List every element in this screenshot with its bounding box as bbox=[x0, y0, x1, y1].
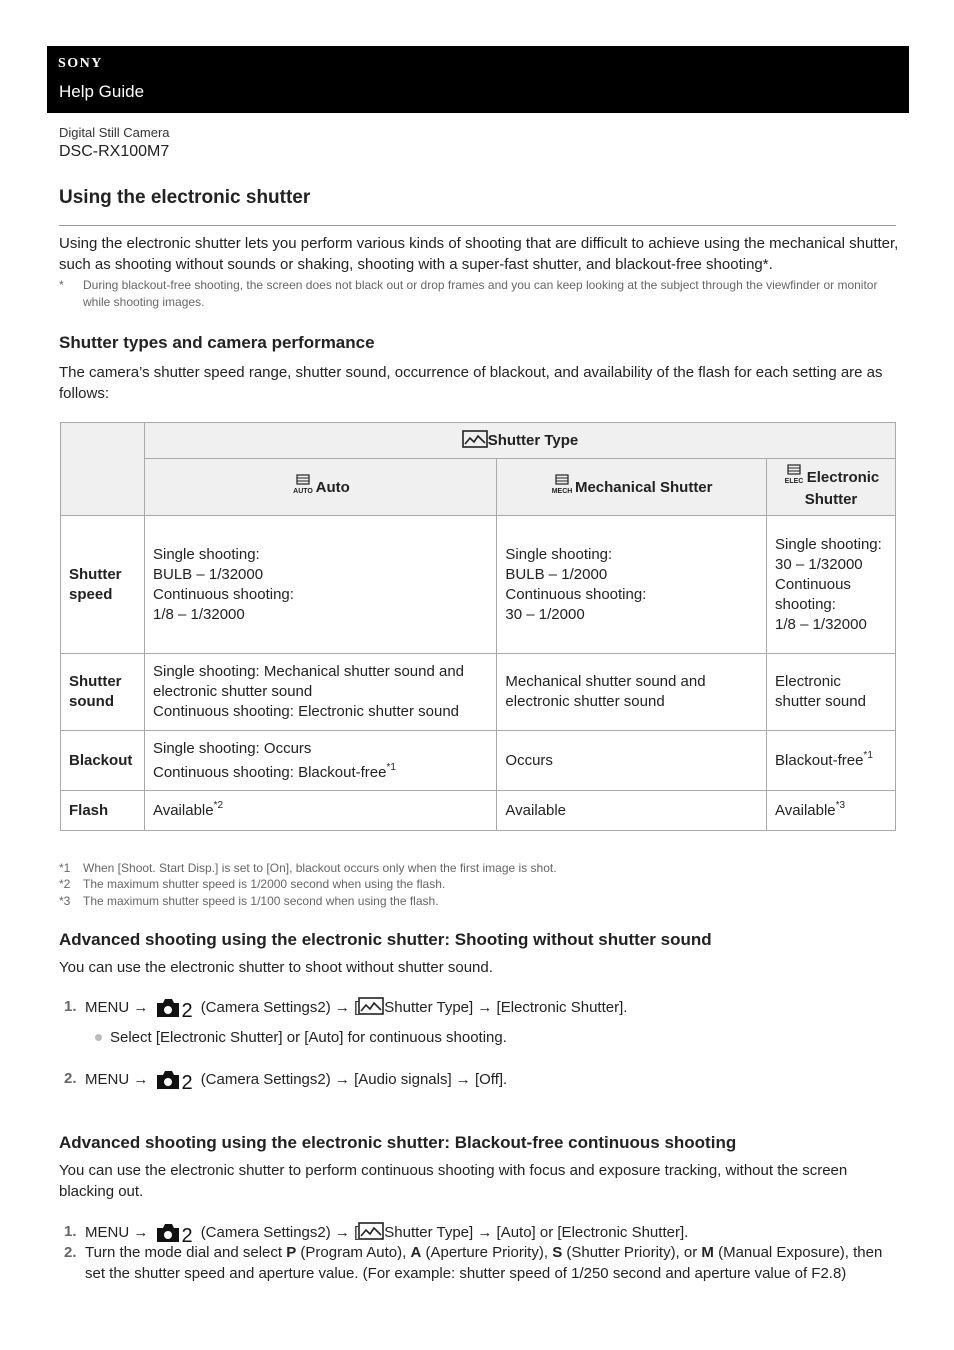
svg-text:2: 2 bbox=[180, 1225, 193, 1243]
step-text: Shutter Type] → [Electronic Shutter]. bbox=[384, 999, 628, 1016]
step-2-blackout-free bbox=[59, 1242, 899, 1284]
cell-line: BULB – 1/32000 bbox=[152, 565, 264, 583]
footnote-mark: *2 bbox=[59, 877, 71, 891]
footnote-text: During blackout-free shooting, the screen does not black out or drop frames and you can keep looking at the subject through the viewfinder or monitor while shooting images. bbox=[83, 278, 878, 309]
table-row-flash bbox=[61, 791, 896, 831]
cell-flash-electronic bbox=[767, 791, 896, 831]
cell-line: Single shooting: Mechanical shutter sound and electronic shutter sound bbox=[152, 663, 465, 700]
mode-letter: A bbox=[410, 1244, 422, 1261]
cell-text: Blackout-free bbox=[775, 751, 864, 769]
cell-sound-electronic: Electronic shutter sound bbox=[767, 654, 896, 731]
camera-settings2-icon bbox=[156, 1068, 194, 1096]
table-footnote bbox=[59, 860, 899, 877]
shutter-type-icon bbox=[358, 1222, 384, 1240]
step-text: MENU → bbox=[85, 1071, 149, 1088]
mode-letter: P bbox=[286, 1244, 297, 1261]
note-text: Select [Electronic Shutter] or [Auto] for continuous shooting. bbox=[110, 1029, 507, 1046]
cell-line: 1/8 – 1/32000 bbox=[775, 615, 867, 633]
shutter-type-header-label: Shutter Type bbox=[487, 432, 579, 449]
column-header-auto bbox=[144, 459, 496, 516]
cell-text: Continuous shooting: Blackout-free bbox=[152, 763, 387, 781]
row-label-flash: Flash bbox=[61, 791, 145, 831]
electronic-shutter-icon bbox=[783, 464, 805, 490]
table-footnote bbox=[59, 893, 899, 910]
cell-speed-electronic bbox=[767, 516, 896, 654]
section-heading-blackout-free: Advanced shooting using the electronic shutter: Blackout-free continuous shooting bbox=[59, 1133, 737, 1152]
footnote-ref: *2 bbox=[213, 799, 224, 811]
cell-line bbox=[153, 763, 488, 783]
auto-shutter-icon bbox=[292, 474, 314, 500]
page-header bbox=[47, 46, 909, 113]
mode-letter: M bbox=[701, 1244, 714, 1261]
step-text: (Program Auto), bbox=[296, 1244, 411, 1261]
cell-line: Continuous shooting: bbox=[152, 585, 294, 603]
step-text: Turn the mode dial and select bbox=[85, 1244, 287, 1261]
cell-line: 1/8 – 1/32000 bbox=[152, 605, 245, 623]
table-row-shutter-sound bbox=[61, 654, 896, 731]
column-header-auto-label: Auto bbox=[315, 479, 350, 496]
table-corner-cell bbox=[61, 423, 145, 516]
cell-line: Single shooting: bbox=[505, 545, 613, 563]
shutter-spec-table bbox=[60, 422, 896, 831]
svg-text:AUTO: AUTO bbox=[292, 488, 313, 494]
cell-line: BULB – 1/2000 bbox=[505, 565, 608, 583]
step-text: MENU → bbox=[85, 999, 149, 1016]
product-category: Digital Still Camera bbox=[59, 125, 170, 140]
column-header-mechanical-label: Mechanical Shutter bbox=[574, 479, 713, 496]
cell-blackout-mechanical: Occurs bbox=[497, 731, 767, 791]
cell-speed-auto bbox=[144, 516, 496, 654]
row-label-shutter-sound: Shutter sound bbox=[61, 654, 145, 731]
table-footnote bbox=[59, 876, 899, 893]
step-text: (Manual Exposure), then set the shutter speed and aperture value. (For example: shutter speed of 1/250 second and aperture value of F2.8) bbox=[85, 1244, 883, 1282]
svg-text:2: 2 bbox=[180, 1072, 193, 1090]
intro-footnote bbox=[59, 277, 899, 311]
page-title: Using the electronic shutter bbox=[59, 187, 311, 208]
step-text: (Aperture Priority), bbox=[421, 1244, 553, 1261]
mode-letter: S bbox=[552, 1244, 563, 1261]
shutter-type-icon bbox=[462, 430, 488, 448]
step-text: (Shutter Priority), or bbox=[562, 1244, 702, 1261]
footnote-mark: *3 bbox=[59, 894, 71, 908]
cell-line: Continuous shooting: bbox=[505, 585, 647, 603]
step-note bbox=[95, 1027, 507, 1048]
step-text: (Camera Settings2) → [Audio signals] → [Off]. bbox=[200, 1071, 508, 1088]
cell-text: Available bbox=[152, 801, 214, 819]
footnote-text: The maximum shutter speed is 1/100 second when using the flash. bbox=[83, 894, 439, 908]
step-1-silent bbox=[59, 996, 899, 1024]
table-row-blackout bbox=[61, 731, 896, 791]
help-guide-title: Help Guide bbox=[59, 82, 145, 101]
step-number: 2. bbox=[64, 1244, 77, 1261]
cell-sound-mechanical: Mechanical shutter sound and electronic shutter sound bbox=[497, 654, 767, 731]
intro-paragraph: Using the electronic shutter lets you perform various kinds of shooting that are difficult to achieve using the mechanical shutter, such as shooting without sounds or shaking, shooting with a super-fast shutter, and blackout-free shooting*. bbox=[59, 235, 899, 273]
svg-text:2: 2 bbox=[180, 1000, 193, 1018]
svg-text:MECH: MECH bbox=[551, 488, 573, 494]
section-heading-shutter-types: Shutter types and camera performance bbox=[59, 333, 375, 352]
cell-text: Available bbox=[775, 801, 836, 819]
cell-sound-auto bbox=[144, 654, 496, 731]
cell-blackout-auto bbox=[144, 731, 496, 791]
step-2-silent bbox=[59, 1068, 899, 1096]
row-label-blackout: Blackout bbox=[61, 731, 145, 791]
column-header-electronic-label: Electronic Shutter bbox=[804, 469, 880, 508]
footnote-ref: *1 bbox=[386, 761, 396, 773]
footnote-text: When [Shoot. Start Disp.] is set to [On], blackout occurs only when the first image is shot. bbox=[83, 861, 557, 875]
step-number: 1. bbox=[64, 1223, 77, 1240]
mechanical-shutter-icon bbox=[551, 474, 573, 500]
cell-line: 30 – 1/32000 bbox=[775, 555, 863, 573]
step-text: (Camera Settings2) → [ bbox=[200, 1224, 359, 1241]
step-number: 1. bbox=[64, 998, 77, 1015]
table-row-shutter-speed bbox=[61, 516, 896, 654]
step-text: Shutter Type] → [Auto] or [Electronic Shutter]. bbox=[384, 1224, 689, 1241]
footnote-text: The maximum shutter speed is 1/2000 second when using the flash. bbox=[83, 877, 446, 891]
cell-flash-mechanical: Available bbox=[497, 791, 767, 831]
svg-text:ELEC: ELEC bbox=[784, 478, 804, 484]
footnote-mark: *1 bbox=[59, 861, 71, 875]
cell-flash-auto bbox=[144, 791, 496, 831]
cell-line: Single shooting: bbox=[775, 535, 882, 553]
step-text: (Camera Settings2) → [ bbox=[200, 999, 359, 1016]
title-divider bbox=[59, 225, 896, 226]
column-header-electronic bbox=[767, 459, 896, 516]
cell-blackout-electronic bbox=[767, 731, 896, 791]
row-label-shutter-speed: Shutter speed bbox=[61, 516, 145, 654]
bullet-icon bbox=[95, 1034, 102, 1041]
section-paragraph: You can use the electronic shutter to perform continuous shooting with focus and exposure tracking, without the screen blacking out. bbox=[59, 1162, 848, 1200]
camera-settings2-icon bbox=[156, 996, 194, 1024]
section-heading-silent: Advanced shooting using the electronic shutter: Shooting without shutter sound bbox=[59, 930, 712, 949]
column-header-mechanical bbox=[497, 459, 767, 516]
cell-line: Single shooting: Occurs bbox=[152, 739, 312, 757]
product-model: DSC-RX100M7 bbox=[59, 143, 170, 160]
cell-speed-mechanical bbox=[497, 516, 767, 654]
sony-logo: SONY bbox=[58, 56, 103, 71]
footnote-ref: *1 bbox=[863, 749, 873, 761]
shutter-type-header bbox=[144, 423, 895, 459]
cell-line: Continuous shooting: bbox=[775, 575, 851, 613]
section-paragraph: You can use the electronic shutter to shoot without shutter sound. bbox=[59, 959, 493, 976]
footnote-mark: * bbox=[59, 278, 64, 292]
footnote-ref: *3 bbox=[835, 799, 846, 811]
cell-line: 30 – 1/2000 bbox=[505, 605, 585, 623]
shutter-type-icon bbox=[358, 997, 384, 1015]
section-paragraph: The camera’s shutter speed range, shutter sound, occurrence of blackout, and availability of the flash for each setting are as follows: bbox=[59, 364, 883, 402]
cell-line: Single shooting: bbox=[152, 545, 260, 563]
step-text: MENU → bbox=[85, 1224, 149, 1241]
cell-line: Continuous shooting: Electronic shutter sound bbox=[152, 703, 460, 720]
step-number: 2. bbox=[64, 1070, 77, 1087]
